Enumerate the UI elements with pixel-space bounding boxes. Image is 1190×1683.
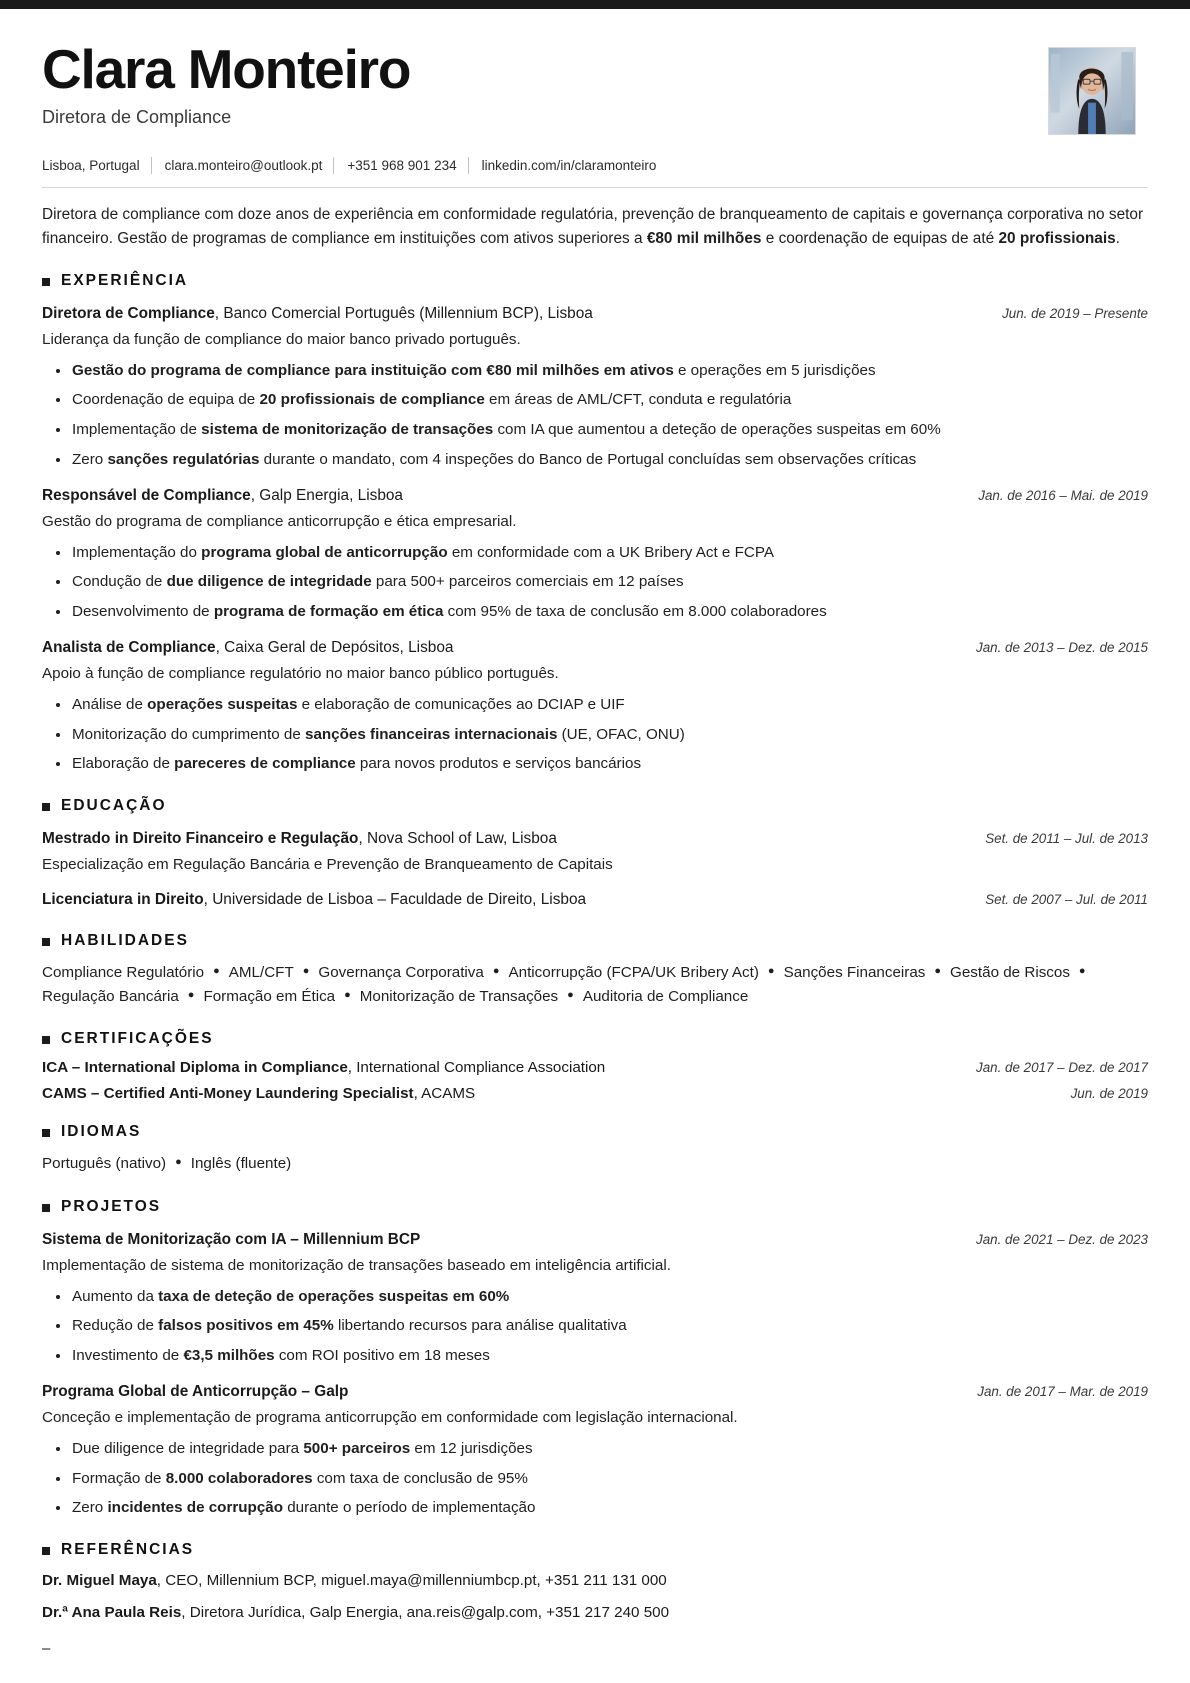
summary-text-1: Diretora de compliance com doze anos de experiência em conformidade regulatória, prevenção de branqueamento de capitais e governança corporativa no setor financeiro. Gestão de programas de compliance em instituições com ativos superiores a [42,206,1144,247]
section-heading-certifications [42,1030,1148,1048]
project-name: Sistema de Monitorização com IA – Millennium BCP [42,1230,421,1248]
section-heading-skills [42,932,1148,950]
section-heading-label: REFERÊNCIAS [61,1541,195,1559]
bullet-text: e elaboração de comunicações ao DCIAP e UIF [297,695,625,713]
degree-name: Mestrado in Direito Financeiro e Regulação [42,830,359,848]
square-bullet-icon [42,278,50,286]
bullet-bold: sanções regulatórias [107,450,260,468]
entry-subtitle: Especialização em Regulação Bancária e Prevenção de Branqueamento de Capitais [42,856,613,873]
experience-entry [42,304,1148,472]
entry-org: , Caixa Geral de Depósitos, Lisboa [215,638,454,656]
bullet-lead: Monitorização do cumprimento de [72,725,305,743]
dot-separator-icon: ● [213,964,220,977]
bullet-bold: 20 profissionais de compliance [259,391,485,409]
section-heading-label: EXPERIÊNCIA [61,271,189,289]
entry-header [42,304,1148,325]
bullet-lead: Implementação de [72,421,202,439]
summary-text-2: e coordenação de equipas de até [761,229,999,247]
entry-subtitle: Implementação de sistema de monitorização de transações baseado em inteligência artificial. [42,1256,671,1274]
entry-header [42,829,1148,850]
section-heading-experience [42,272,1148,290]
bullet-text: para 500+ parceiros comerciais em 12 países [371,573,684,591]
bullet-bold: Gestão do programa de compliance para instituição com €80 mil milhões em ativos [72,361,674,379]
list-item [72,571,1148,594]
language-item: Português (nativo) [42,1155,167,1173]
bullet-lead: Formação de [72,1469,166,1487]
reference-detail: , CEO, Millennium BCP, miguel.maya@millenniumbcp.pt, +351 211 131 000 [156,1572,667,1590]
square-bullet-icon [42,803,50,811]
bullet-bold: due diligence de integridade [166,573,372,591]
section-projects [42,1198,1148,1520]
bullet-lead: Análise de [72,695,148,713]
entry-title [42,304,593,325]
dot-separator-icon: ● [767,964,775,977]
bullet-lead: Implementação do [72,543,202,561]
square-bullet-icon [42,1204,50,1212]
bullet-lead: Aumento da [72,1287,159,1305]
experience-entry [42,638,1148,776]
entry-header [42,1382,1148,1403]
skill-item: Governança Corporativa [318,963,484,981]
resume-header [42,37,1148,135]
entry-date: Jun. de 2019 – Presente [1002,305,1148,321]
certification-title [42,1059,605,1076]
avatar [1048,47,1136,135]
dot-separator-icon: ● [344,989,351,1002]
dot-separator-icon: ● [1078,964,1086,977]
bullet-lead: Elaboração de [72,755,175,773]
list-item [72,694,1148,717]
entry-date: Jan. de 2017 – Mar. de 2019 [977,1383,1148,1399]
entry-org: , Galp Energia, Lisboa [250,486,403,504]
dot-separator-icon: ● [187,989,195,1002]
reference-row [42,1570,1148,1592]
bullet-bold: 500+ parceiros [303,1439,411,1457]
bullet-text: em áreas de AML/CFT, conduta e regulatória [484,391,792,409]
section-heading-label: EDUCAÇÃO [61,797,167,815]
list-item [72,753,1148,776]
list-item [72,419,1148,442]
bullet-bold: programa global de anticorrupção [201,543,448,561]
bullet-text: durante o mandato, com 4 inspeções do Banco de Portugal concluídas sem observações críticas [259,450,917,468]
experience-entry [42,486,1148,624]
trailing-dash: – [42,1640,51,1658]
square-bullet-icon [42,938,50,946]
job-headline: Diretora de Compliance [42,107,232,128]
section-skills [42,932,1148,1010]
section-references [42,1541,1148,1657]
certification-issuer: , International Compliance Association [347,1059,606,1077]
skill-item: Compliance Regulatório [42,963,205,981]
skill-item: Formação em Ética [203,988,336,1006]
skill-item: Gestão de Riscos [950,963,1070,981]
summary-bold-1: €80 mil milhões [646,229,762,247]
bullet-bold: €3,5 milhões [183,1347,275,1365]
entry-bullet-list [42,360,1148,472]
contact-location: Lisboa, Portugal [42,158,140,173]
entry-subtitle: Liderança da função de compliance do maior banco privado português. [42,330,521,348]
bullet-text: em 12 jurisdições [410,1439,533,1457]
bullet-lead: Zero [72,1499,108,1517]
list-item [72,724,1148,747]
skill-item: Monitorização de Transações [359,988,559,1006]
bullet-bold: falsos positivos em 45% [158,1317,334,1335]
certification-name: ICA – International Diploma in Compliance [42,1059,348,1077]
reference-name: Dr. Miguel Maya [42,1572,157,1590]
dot-separator-icon: ● [934,964,942,977]
bullet-text: com ROI positivo em 18 meses [274,1347,490,1365]
entry-subtitle: Conceção e implementação de programa anticorrupção em conformidade com legislação internacional. [42,1408,738,1426]
bullet-lead: Coordenação de equipa de [72,391,260,409]
certification-date: Jan. de 2017 – Dez. de 2017 [976,1060,1148,1076]
project-entry [42,1230,1148,1368]
section-heading-label: HABILIDADES [61,931,189,949]
bullet-lead: Redução de [72,1317,159,1335]
contact-linkedin[interactable]: linkedin.com/in/claramonteiro [481,158,657,173]
entry-org: , Banco Comercial Português (Millennium BCP), Lisboa [214,304,593,322]
list-item [72,389,1148,412]
contact-separator [468,157,469,174]
education-entry [42,890,1148,911]
entry-title [42,1230,420,1251]
skill-item: Auditoria de Compliance [582,988,749,1006]
entry-title [42,829,557,850]
entry-date: Set. de 2011 – Jul. de 2013 [985,831,1148,847]
bullet-text: para novos produtos e serviços bancários [355,755,642,773]
school-name: , Nova School of Law, Lisboa [358,830,557,848]
entry-subtitle: Gestão do programa de compliance anticorrupção e ética empresarial. [42,512,517,530]
dot-separator-icon: ● [567,989,574,1002]
certification-name: CAMS – Certified Anti-Money Laundering Specialist [42,1085,414,1103]
list-item [72,1497,1148,1520]
contact-line [42,157,1148,174]
bullet-lead: Zero [72,450,108,468]
square-bullet-icon [42,1129,50,1137]
certification-date: Jun. de 2019 [1070,1086,1148,1102]
project-entry [42,1382,1148,1520]
skill-item: AML/CFT [228,963,294,981]
certification-title [42,1085,475,1102]
contact-separator [333,157,334,174]
bullet-text: libertando recursos para análise qualitativa [333,1317,627,1335]
entry-date: Jan. de 2013 – Dez. de 2015 [976,639,1148,655]
entry-role: Diretora de Compliance [42,304,215,322]
page-title: Clara Monteiro [42,38,411,100]
bullet-bold: programa de formação em ética [213,603,444,621]
section-heading-label: CERTIFICAÇÕES [61,1030,214,1048]
entry-title [42,486,403,507]
bullet-lead: Due diligence de integridade para [72,1439,304,1457]
bullet-lead: Condução de [72,573,167,591]
summary-paragraph [42,203,1148,251]
bullet-lead: Desenvolvimento de [72,603,214,621]
degree-name: Licenciatura in Direito [42,891,204,909]
project-name: Programa Global de Anticorrupção – Galp [42,1382,349,1400]
list-item [72,1315,1148,1338]
entry-bullet-list [42,542,1148,624]
bullet-text: (UE, OFAC, ONU) [557,725,685,743]
section-languages [42,1123,1148,1176]
reference-row [42,1602,1148,1624]
dot-separator-icon: ● [302,964,310,977]
entry-bullet-list [42,1438,1148,1520]
entry-subtitle: Apoio à função de compliance regulatório no maior banco público português. [42,664,559,682]
contact-email[interactable]: clara.monteiro@outlook.pt [164,158,323,173]
entry-role: Responsável de Compliance [42,486,251,504]
contact-phone[interactable]: +351 968 901 234 [347,158,457,173]
bullet-text: em conformidade com a UK Bribery Act e FCPA [447,543,774,561]
square-bullet-icon [42,1547,50,1555]
entry-title [42,1382,348,1403]
education-entry [42,829,1148,876]
list-item [72,360,1148,383]
entry-header [42,1230,1148,1251]
list-item [72,1286,1148,1309]
bullet-text: com taxa de conclusão de 95% [312,1469,528,1487]
entry-header [42,890,1148,911]
reference-detail: , Diretora Jurídica, Galp Energia, ana.reis@galp.com, +351 217 240 500 [181,1604,670,1622]
skill-item: Sanções Financeiras [783,963,926,981]
summary-text-3: . [1115,229,1120,247]
bullet-bold: operações suspeitas [147,695,298,713]
entry-bullet-list [42,1286,1148,1368]
language-item: Inglês (fluente) [190,1155,292,1173]
certification-issuer: , ACAMS [413,1085,476,1103]
section-heading-languages [42,1123,1148,1141]
resume-content [0,9,1190,1677]
square-bullet-icon [42,1036,50,1044]
section-experience [42,272,1148,776]
section-heading-label: IDIOMAS [61,1123,142,1141]
section-education [42,797,1148,911]
bullet-bold: sistema de monitorização de transações [201,421,494,439]
bullet-bold: incidentes de corrupção [107,1499,283,1517]
school-name: , Universidade de Lisboa – Faculdade de Direito, Lisboa [203,891,587,909]
bullet-text: com IA que aumentou a deteção de operações suspeitas em 60% [493,421,941,439]
entry-header [42,486,1148,507]
certification-row [42,1059,1148,1076]
list-item [72,542,1148,565]
section-heading-projects [42,1198,1148,1216]
languages-list [42,1152,1148,1176]
entry-title [42,890,586,911]
contact-separator [151,157,152,174]
section-heading-label: PROJETOS [61,1197,162,1215]
skill-item: Anticorrupção (FCPA/UK Bribery Act) [508,963,759,981]
skills-list [42,961,1148,1010]
dot-separator-icon: ● [492,964,500,977]
certification-row [42,1085,1148,1102]
bullet-bold: sanções financeiras internacionais [305,725,558,743]
top-accent-bar [0,0,1190,9]
entry-date: Jan. de 2021 – Dez. de 2023 [976,1231,1148,1247]
entry-bullet-list [42,694,1148,776]
reference-name: Dr.ª Ana Paula Reis [42,1604,182,1622]
dot-separator-icon: ● [175,1156,182,1169]
list-item [72,1468,1148,1491]
bullet-bold: 8.000 colaboradores [165,1469,313,1487]
list-item [72,1438,1148,1461]
bullet-text: e operações em 5 jurisdições [673,361,876,379]
section-heading-references [42,1541,1148,1559]
header-text-block [42,37,1048,128]
bullet-text: durante o período de implementação [283,1499,536,1517]
entry-date: Jan. de 2016 – Mai. de 2019 [978,487,1148,503]
bullet-text: com 95% de taxa de conclusão em 8.000 colaboradores [443,603,827,621]
list-item [72,601,1148,624]
skill-item: Regulação Bancária [42,988,179,1006]
entry-date: Set. de 2007 – Jul. de 2011 [985,892,1148,908]
entry-title [42,638,453,659]
entry-role: Analista de Compliance [42,638,216,656]
list-item [72,449,1148,472]
bullet-lead: Investimento de [72,1347,184,1365]
header-divider [42,187,1148,188]
list-item [72,1345,1148,1368]
section-certifications [42,1030,1148,1102]
portrait-photo-icon [1049,48,1135,134]
entry-header [42,638,1148,659]
bullet-bold: taxa de deteção de operações suspeitas em 60% [158,1287,510,1305]
summary-bold-2: 20 profissionais [998,229,1116,247]
bullet-bold: pareceres de compliance [174,755,356,773]
section-heading-education [42,797,1148,815]
